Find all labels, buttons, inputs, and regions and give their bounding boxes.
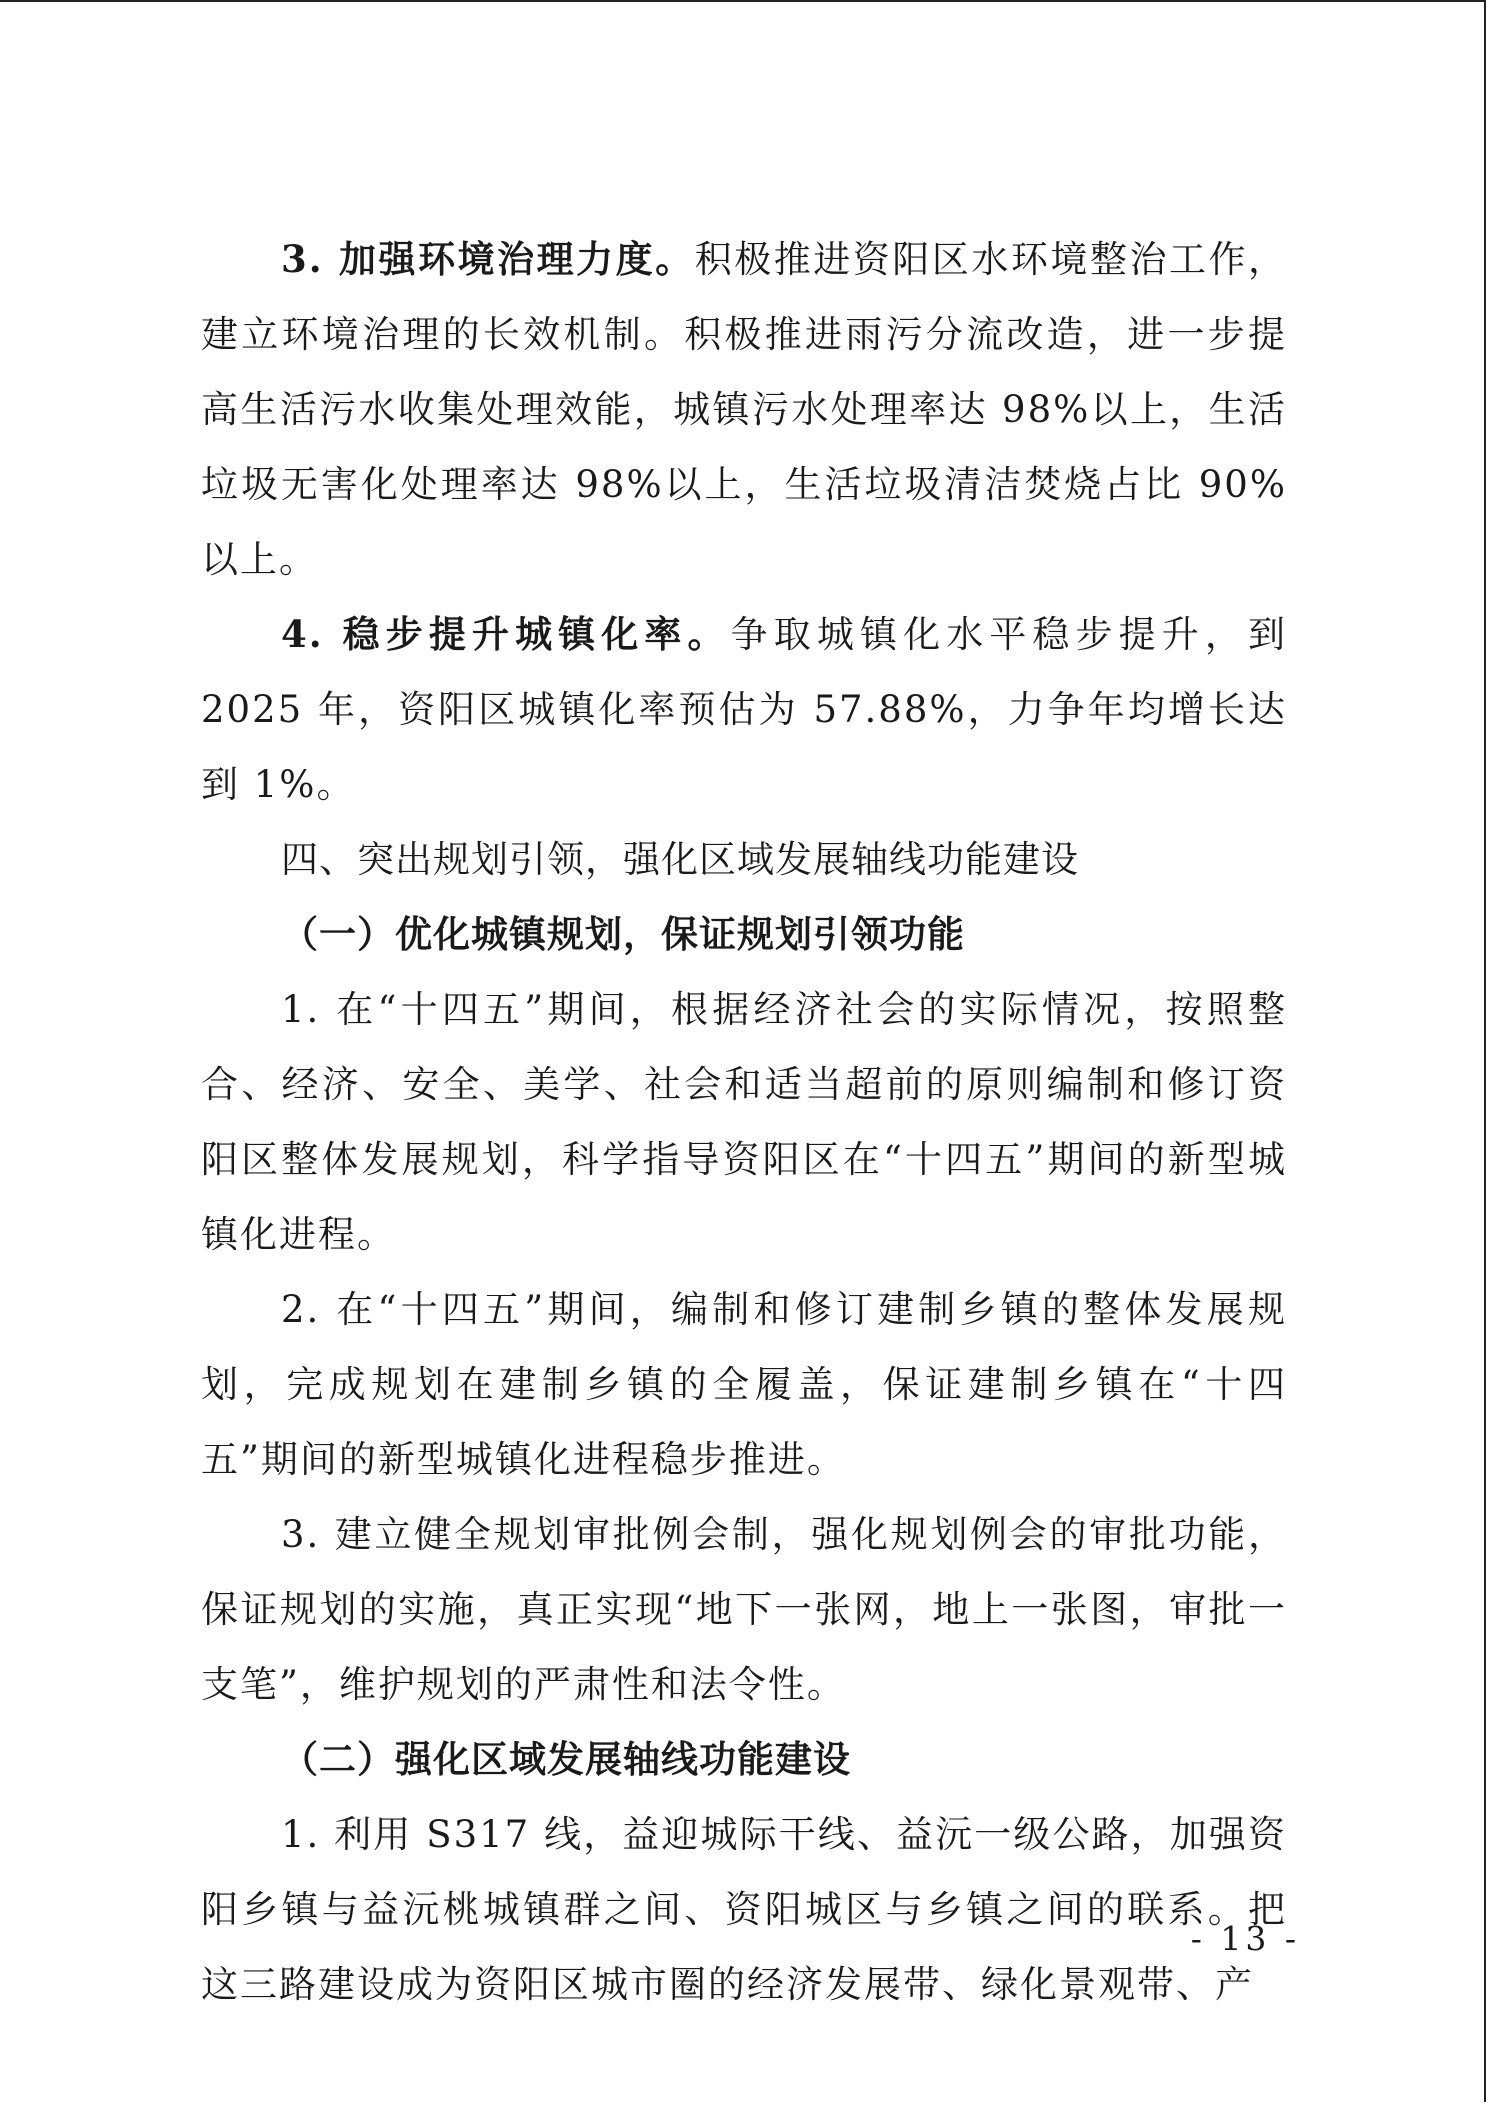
paragraph-item-2: 2. 在“十四五”期间，编制和修订建制乡镇的整体发展规划，完成规划在建制乡镇的全履盖，保证建制乡镇在“十四五”期间的新型城镇化进程稳步推进。: [201, 1288, 1287, 1481]
paragraph-environment: [201, 222, 1287, 597]
paragraph-item-1: 1. 利用 S317 线，益迎城际干线、益沅一级公路，加强资阳乡镇与益沅桃城镇群之间、资阳城区与乡镇之间的联系。把这三路建设成为资阳区城市圈的经济发展带、绿化景观带、产: [201, 1813, 1287, 2006]
subsection-heading: （一）优化城镇规划，保证规划引领功能: [281, 912, 965, 956]
subsection-heading: （二）强化区域发展轴线功能建设: [281, 1737, 851, 1781]
paragraph-item-1: 1. 在“十四五”期间，根据经济社会的实际情况，按照整合、经济、安全、美学、社会和适当超前的原则编制和修订资阳区整体发展规划，科学指导资阳区在“十四五”期间的新型城镇化进程。: [201, 988, 1287, 1256]
paragraph-lead: 3. 加强环境治理力度。: [281, 237, 695, 281]
document-body: [201, 222, 1287, 2022]
paragraph-lead: 4. 稳步提升城镇化率。: [281, 612, 731, 656]
paragraph-urbanization: [201, 597, 1287, 822]
paragraph-item-3: 3. 建立健全规划审批例会制，强化规划例会的审批功能，保证规划的实施，真正实现“地下一张网，地上一张图，审批一支笔”，维护规划的严肃性和法令性。: [201, 1513, 1287, 1706]
page-number: - 13 -: [1190, 1919, 1300, 1958]
section-heading: 四、突出规划引领，强化区域发展轴线功能建设: [281, 838, 1079, 881]
paragraph-text: 争取城镇化水平稳步提升，到 2025 年，资阳区城镇化率预估为 57.88%，力争年均增长达到 1%。: [201, 613, 1287, 806]
paragraph-text: 积极推进资阳区水环境整治工作，建立环境治理的长效机制。积极推进雨污分流改造，进一步提高生活污水收集处理效能，城镇污水处理率达 98%以上，生活垃圾无害化处理率达 98%以上，生活垃圾清洁焚烧占比 90%以上。: [201, 238, 1288, 581]
